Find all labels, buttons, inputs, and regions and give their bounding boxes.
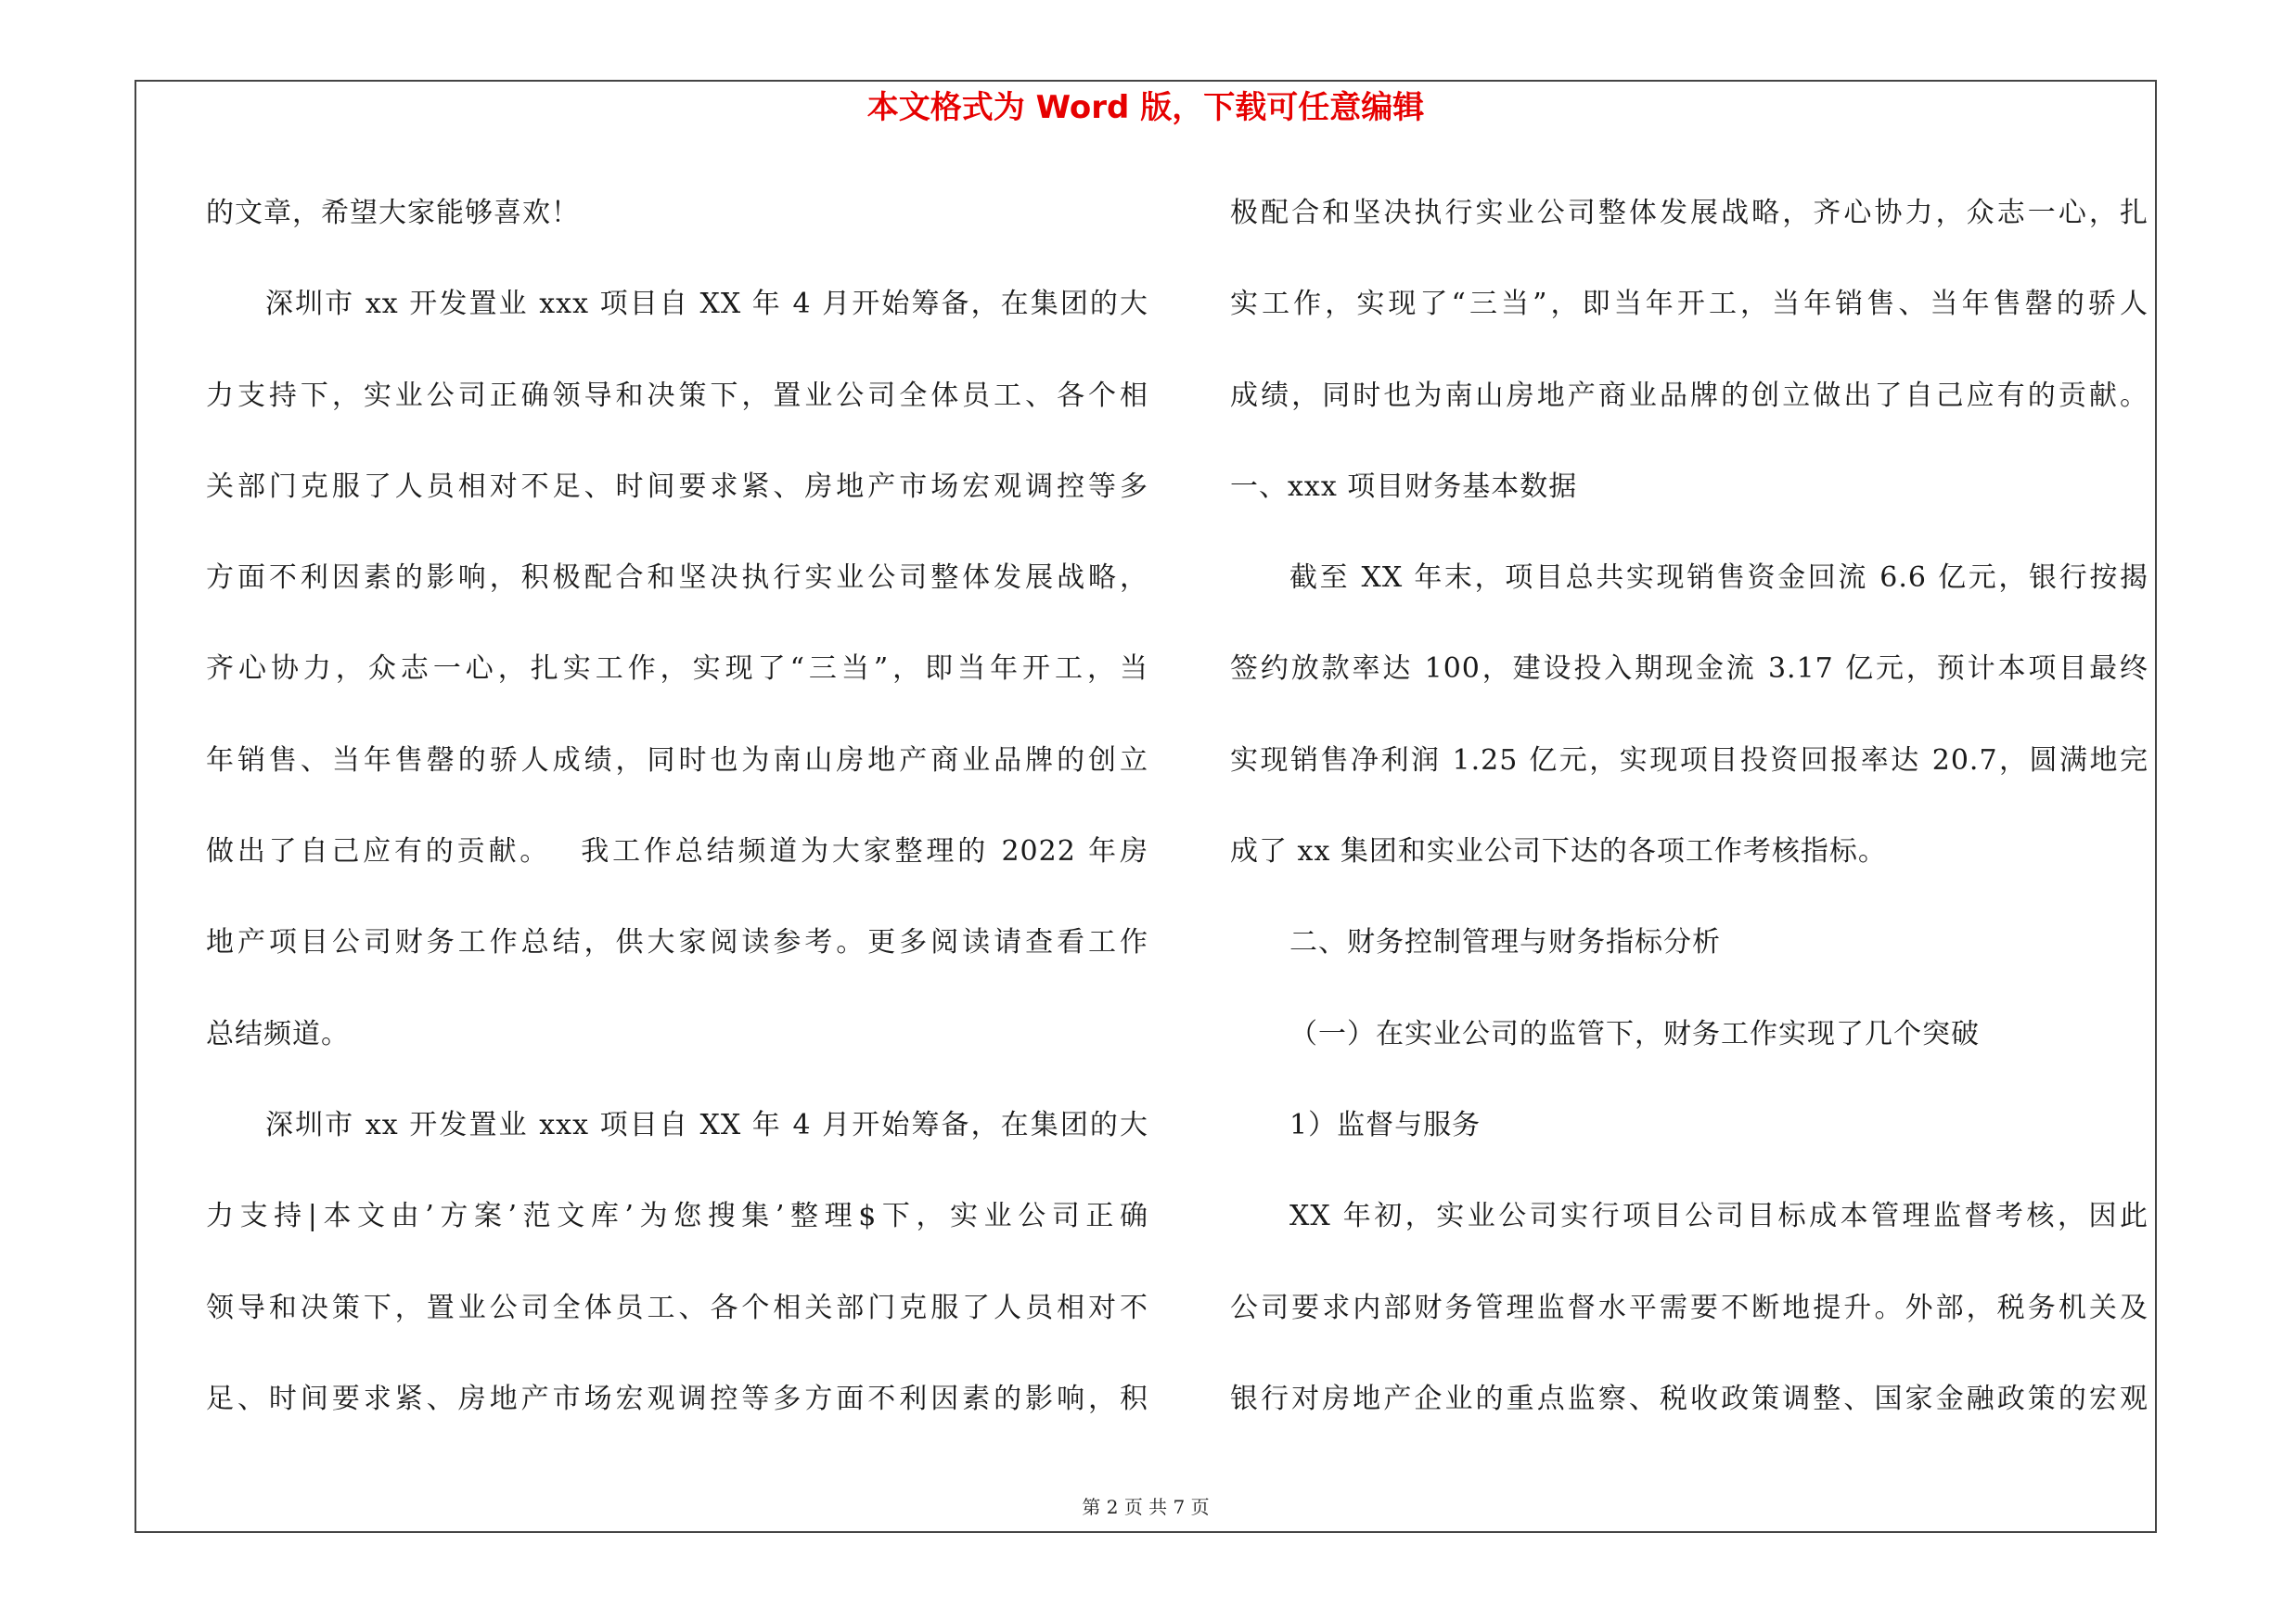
left-column (206, 186, 1148, 1462)
text-line: 深圳市 xx 开发置业 xxx 项目自 XX 年 4 月开始筹备，在集团的大 (265, 288, 1148, 321)
text-line: 成了 xx 集团和实业公司下达的各项工作考核指标。 (1230, 835, 1887, 869)
subsection-heading: （一）在实业公司的监管下，财务工作实现了几个突破 (1289, 1017, 1980, 1050)
text-line: 签约放款率达 100，建设投入期现金流 3.17 亿元，预计本项目最终 (1230, 652, 2148, 686)
text-line: 深圳市 xx 开发置业 xxx 项目自 XX 年 4 月开始筹备，在集团的大 (265, 1108, 1148, 1141)
text-line: 地产项目公司财务工作总结，供大家阅读参考。更多阅读请查看工作 (206, 926, 1148, 960)
text-line: 足、时间要求紧、房地产市场宏观调控等多方面不利因素的影响，积 (206, 1382, 1148, 1415)
text-line: 年销售、当年售罄的骄人成绩，同时也为南山房地产商业品牌的创立 (206, 743, 1148, 777)
text-line: 关部门克服了人员相对不足、时间要求紧、房地产市场宏观调控等多 (206, 470, 1148, 503)
text-line: 实工作，实现了“三当”，即当年开工，当年销售、当年售罄的骄人 (1230, 288, 2148, 321)
subsection-heading: 1）监督与服务 (1289, 1108, 1481, 1141)
right-column (1230, 186, 2148, 1462)
format-banner: 本文格式为 Word 版，下载可任意编辑 (866, 89, 1425, 126)
text-line: 总结频道。 (206, 1017, 350, 1050)
text-line: 银行对房地产企业的重点监察、税收政策调整、国家金融政策的宏观 (1230, 1382, 2148, 1415)
section-heading: 一、xxx 项目财务基本数据 (1230, 470, 1578, 503)
text-line: 齐心协力，众志一心，扎实工作，实现了“三当”，即当年开工，当 (206, 652, 1148, 686)
text-line: 力支持|本文由’方案’范文库’为您搜集’整理$下，实业公司正确 (206, 1200, 1148, 1233)
text-line: XX 年初，实业公司实行项目公司目标成本管理监督考核，因此 (1289, 1200, 2148, 1233)
text-line: 领导和决策下，置业公司全体员工、各个相关部门克服了人员相对不 (206, 1291, 1148, 1324)
text-line: 公司要求内部财务管理监督水平需要不断地提升。外部，税务机关及 (1230, 1291, 2148, 1324)
text-line: 截至 XX 年末，项目总共实现销售资金回流 6.6 亿元，银行按揭 (1289, 561, 2148, 595)
page-number: 第 2 页 共 7 页 (1082, 1496, 1210, 1518)
section-heading: 二、财务控制管理与财务指标分析 (1289, 926, 1721, 960)
text-line: 实现销售净利润 1.25 亿元，实现项目投资回报率达 20.7，圆满地完 (1230, 743, 2148, 777)
text-line: 的文章，希望大家能够喜欢！ (206, 197, 580, 229)
text-line: 极配合和坚决执行实业公司整体发展战略，齐心协力，众志一心，扎 (1230, 197, 2148, 229)
text-line: 力支持下，实业公司正确领导和决策下，置业公司全体员工、各个相 (206, 379, 1148, 412)
text-line: 成绩，同时也为南山房地产商业品牌的创立做出了自己应有的贡献。 (1230, 379, 2148, 412)
text-line: 方面不利因素的影响，积极配合和坚决执行实业公司整体发展战略， (206, 561, 1148, 595)
text-line: 做出了自己应有的贡献。 我工作总结频道为大家整理的 2022 年房 (206, 835, 1148, 869)
